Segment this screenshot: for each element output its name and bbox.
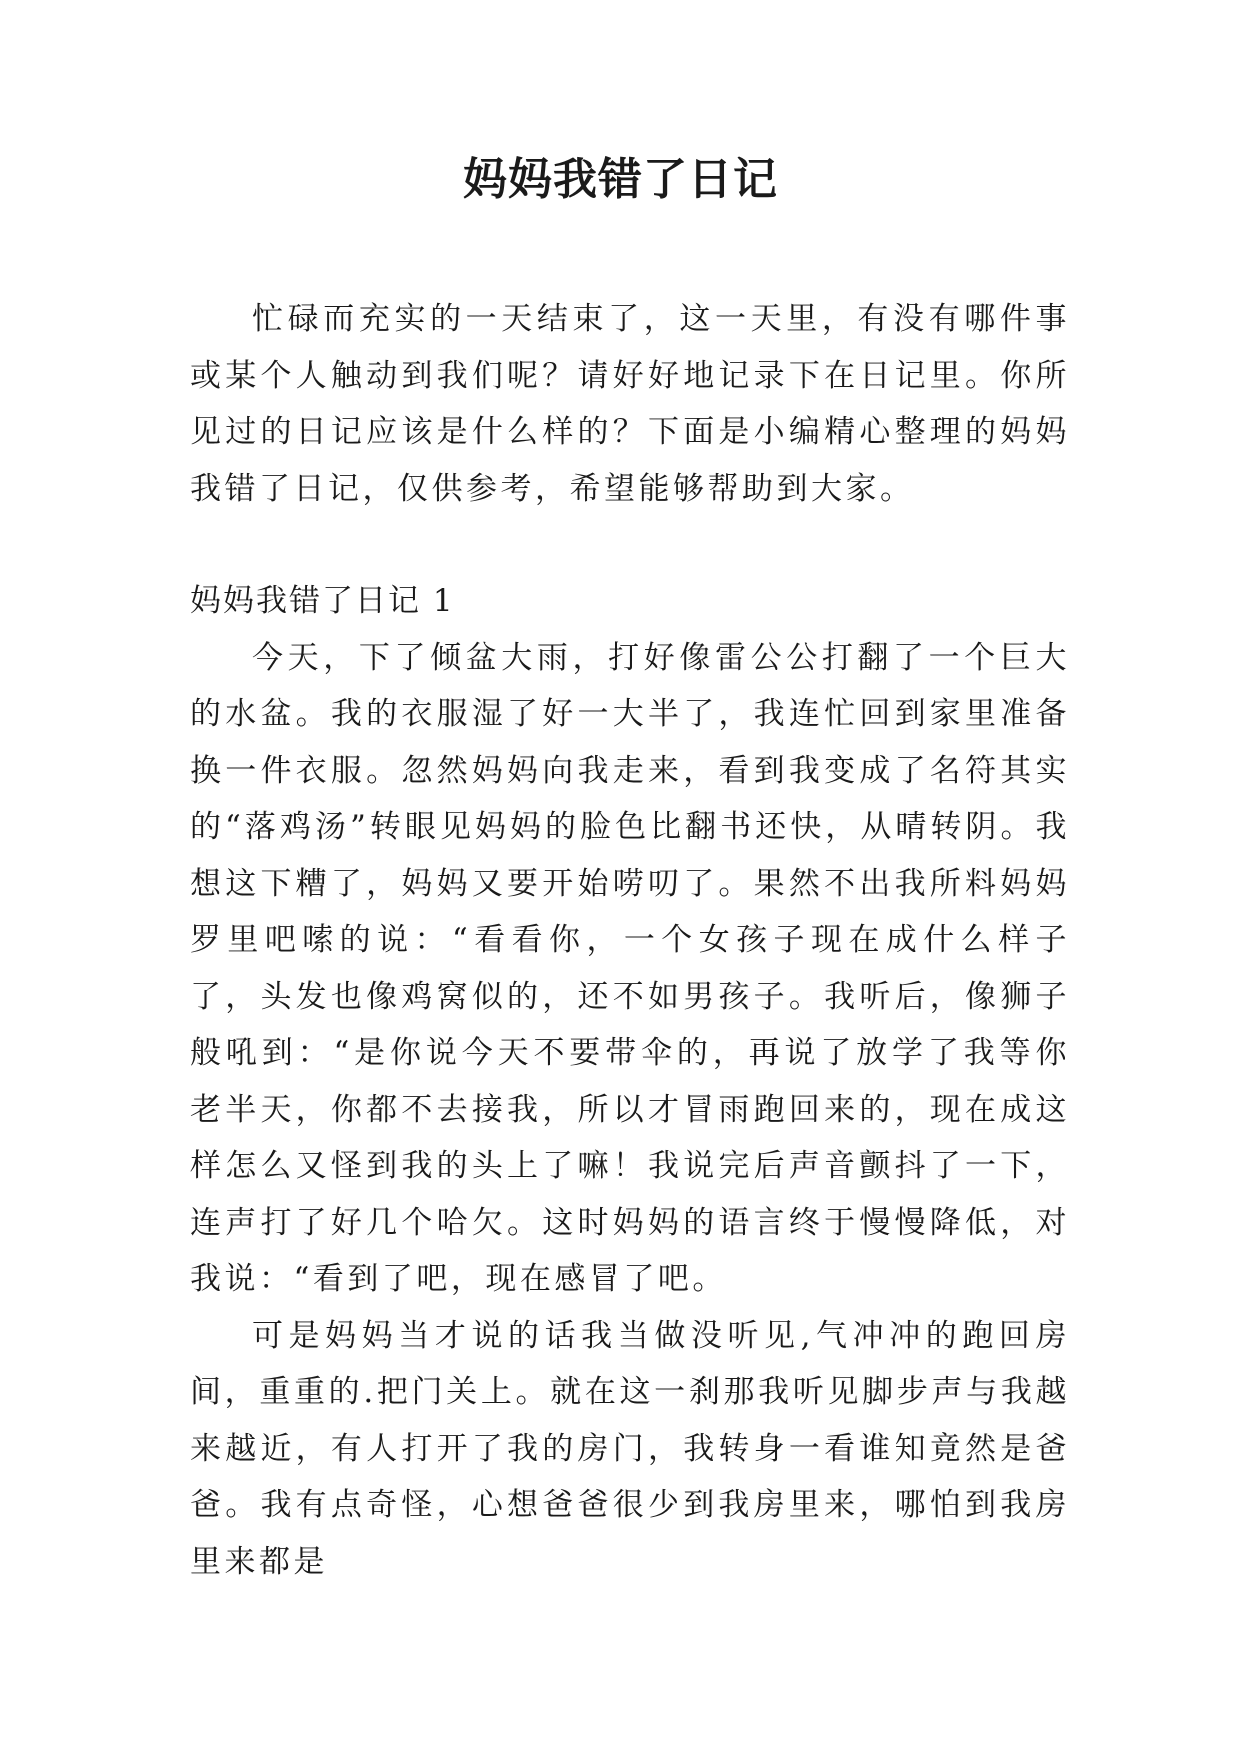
section-spacer bbox=[190, 517, 1070, 573]
section-heading: 妈妈我错了日记 1 bbox=[190, 583, 455, 619]
body-paragraph: 今天，下了倾盆大雨，打好像雷公公打翻了一个巨大的水盆。我的衣服湿了好一大半了，我连忙回到家里准备换一件衣服。忽然妈妈向我走来，看到我变成了名符其实的“落鸡汤”转眼见妈妈的脸色比翻书还快，从晴转阴。我想这下糟了，妈妈又要开始唠叨了。果然不出我所料妈妈罗里吧嗦的说：“看看你，一个女孩子现在成什么样子了，头发也像鸡窝似的，还不如男孩子。我听后，像狮子般吼到：“是你说今天不要带伞的，再说了放学了我等你老半天，你都不去接我，所以才冒雨跑回来的，现在成这样怎么又怪到我的头上了嘛！我说完后声音颤抖了一下，连声打了好几个哈欠。这时妈妈的语言终于慢慢降低，对我说：“看到了吧，现在感冒了吧。 bbox=[190, 639, 1070, 1297]
document-body bbox=[190, 291, 1070, 1590]
document-title: 妈妈我错了日记 bbox=[463, 154, 778, 205]
intro-paragraph: 忙碌而充实的一天结束了，这一天里，有没有哪件事或某个人触动到我们呢？请好好地记录下在日记里。你所见过的日记应该是什么样的？下面是小编精心整理的妈妈我错了日记，仅供参考，希望能够帮助到大家。 bbox=[190, 301, 1070, 507]
body-paragraph: 可是妈妈当才说的话我当做没听见,气冲冲的跑回房间，重重的.把门关上。就在这一刹那我听见脚步声与我越来越近，有人打开了我的房门，我转身一看谁知竟然是爸爸。我有点奇怪，心想爸爸很少到我房里来，哪怕到我房里来都是 bbox=[190, 1317, 1070, 1580]
